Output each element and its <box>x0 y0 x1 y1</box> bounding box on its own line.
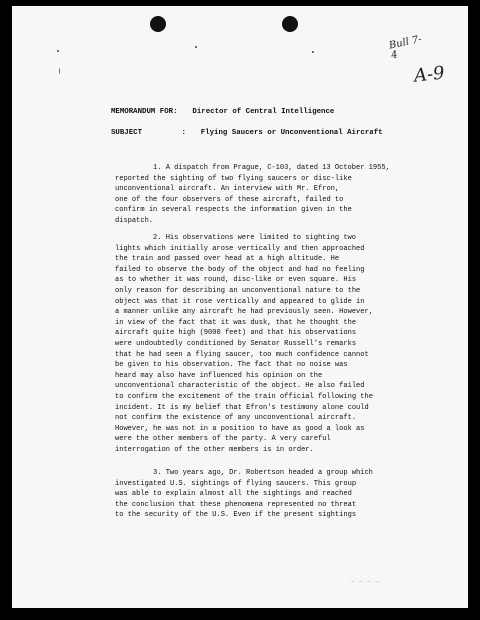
text-line: be given to his observation. The fact that no noise was <box>115 361 348 370</box>
faint-scan-mark: ~ ~ ~ ~ <box>350 578 381 586</box>
memo-for-label: MEMORANDUM FOR: <box>111 108 178 116</box>
punch-hole-left <box>150 16 166 32</box>
paragraph-2 <box>115 233 415 455</box>
text-line: However, he was not in a position to have as good a look as <box>115 424 365 433</box>
paragraph-number: 2. <box>153 234 162 242</box>
text-line: was able to explain almost all the sightings and reached <box>115 490 352 499</box>
text-line: object was that it rose vertically and appeared to glide in <box>115 297 365 306</box>
text-line: investigated U.S. sightings of flying saucers. This group <box>115 479 357 488</box>
text-line: unconventional aircraft. An interview with Mr. Efron, <box>115 185 340 194</box>
memo-subject-label: SUBJECT <box>111 129 143 137</box>
paragraph-1 <box>115 163 415 227</box>
text-line: the conclusion that these phenomena represented no threat <box>115 500 357 509</box>
paragraph-number: 3. <box>153 469 162 477</box>
memo-subject-separator: : <box>181 129 186 137</box>
text-line: reported the sighting of two flying saucers or disc-like <box>115 174 352 183</box>
text-line: unconventional characteristic of the object. He also failed <box>115 382 365 391</box>
paragraph-3 <box>115 468 415 521</box>
text-line: were undoubtedly conditioned by Senator Russell's remarks <box>115 339 357 348</box>
text-line: lights which initially arose vertically and then approached <box>115 244 365 253</box>
text-line: dispatch. <box>115 216 154 225</box>
scan-speck <box>312 51 314 53</box>
scan-speck <box>57 50 59 52</box>
text-line: as to whether it was round, disc-like or even square. His <box>115 276 357 285</box>
text-line: His observations were limited to sighting two <box>165 234 357 242</box>
document-page <box>12 6 468 608</box>
text-line: one of the four observers of these aircraft, failed to <box>115 195 344 204</box>
handwritten-note-top-right: Bull 7-4 <box>388 33 423 62</box>
text-line: that he had seen a flying saucer, too much confidence cannot <box>115 350 369 359</box>
handwritten-annotation: A-9 <box>412 62 446 87</box>
text-line: Two years ago, Dr. Robertson headed a group which <box>165 469 373 477</box>
text-line: heard may also have influenced his opinion on the <box>115 371 323 380</box>
text-line: incident. It is my belief that Efron's testimony alone could <box>115 403 369 412</box>
text-line: aircraft quite high (9000 feet) and that his observations <box>115 329 357 338</box>
memo-subject-line <box>111 129 383 137</box>
memo-for-value: Director of Central Intelligence <box>192 108 335 116</box>
text-line: not confirm the existence of any unconventional aircraft. <box>115 414 357 423</box>
text-line: were the other members of the party. A very careful <box>115 435 331 444</box>
text-line: confirm in several respects the information given in the <box>115 206 352 215</box>
text-line: the train and passed over head at a high altitude. He <box>115 255 340 264</box>
paragraph-number: 1. <box>153 164 162 172</box>
text-line: to confirm the excitement of the train official following the <box>115 392 373 401</box>
scan-speck <box>195 46 197 48</box>
text-line: a manner unlike any aircraft he had previously seen. However, <box>115 308 373 317</box>
scan-speck <box>59 68 60 74</box>
text-line: failed to observe the body of the object and had no feeling <box>115 265 365 274</box>
text-line: in view of the fact that it was dusk, that he thought the <box>115 318 357 327</box>
memo-for-line <box>111 108 334 116</box>
memo-subject-value: Flying Saucers or Unconventional Aircraft <box>200 129 383 137</box>
punch-hole-right <box>282 16 298 32</box>
text-line: to the security of the U.S. Even if the present sightings <box>115 511 357 520</box>
text-line: only reason for describing an unconventional nature to the <box>115 286 361 295</box>
text-line: A dispatch from Prague, C-103, dated 13 October 1955, <box>165 164 390 172</box>
text-line: interrogation of the other members is in order. <box>115 445 314 454</box>
